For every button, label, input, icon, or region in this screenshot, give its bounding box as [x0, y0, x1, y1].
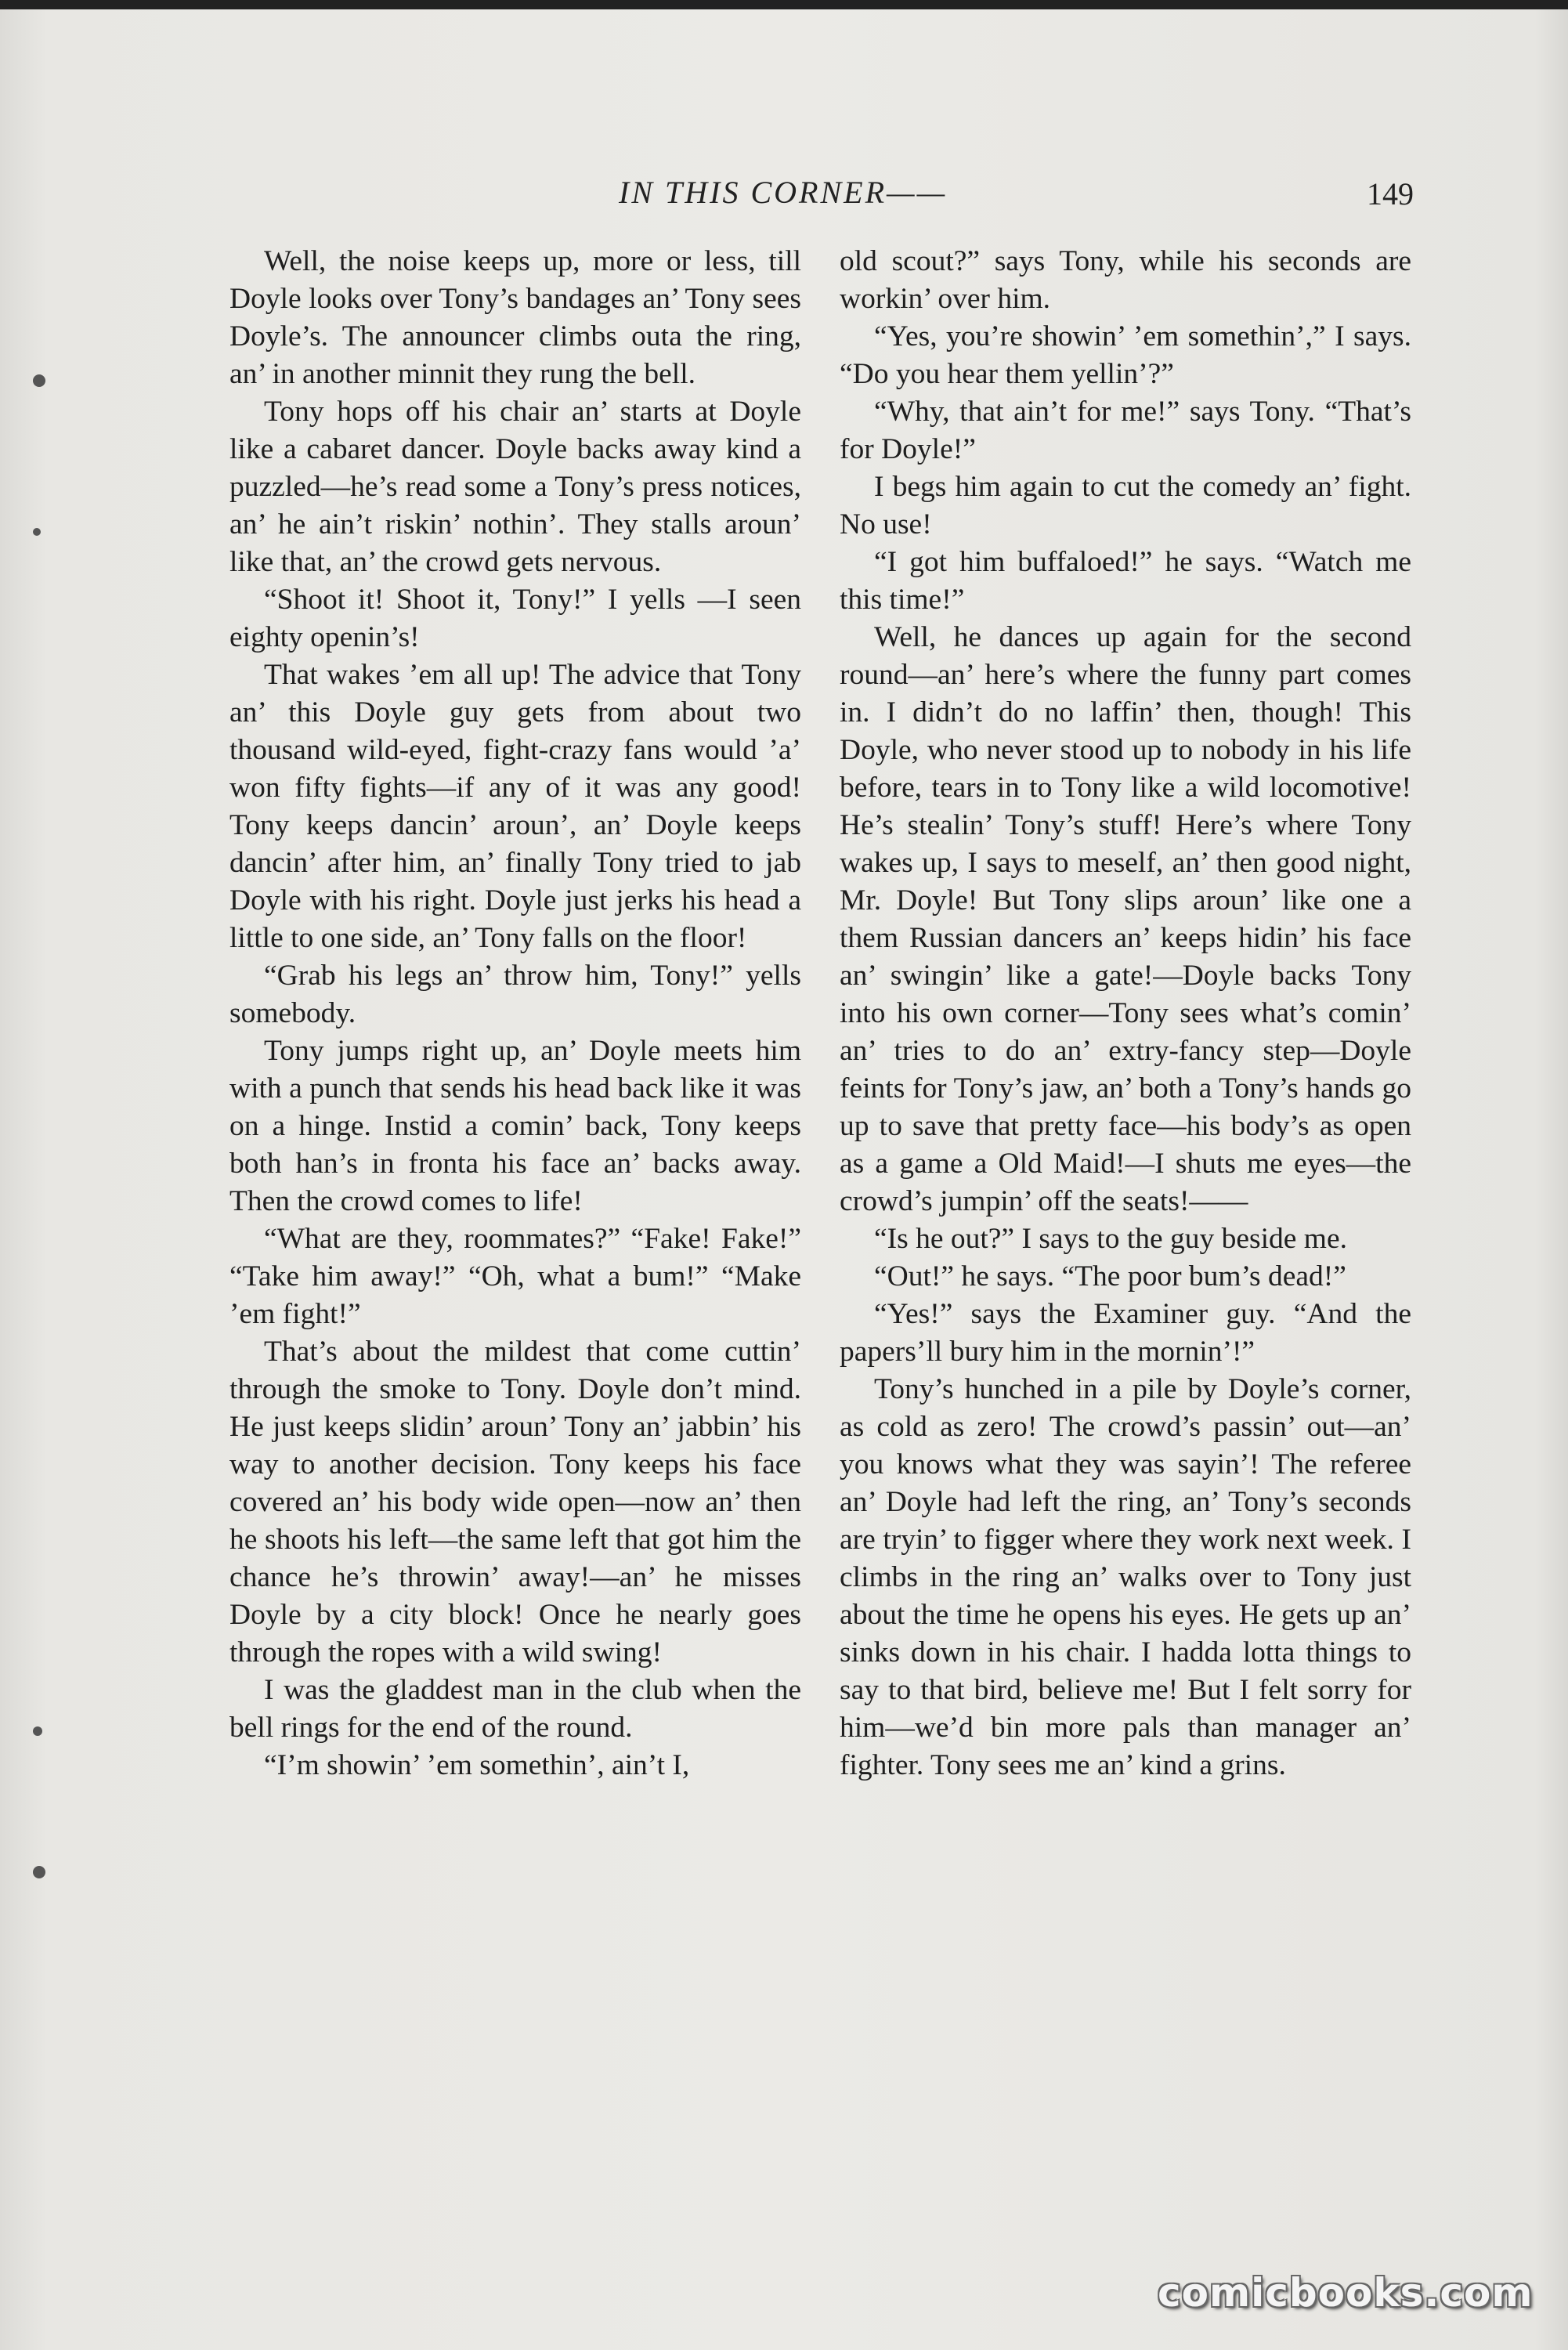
paragraph: old scout?” says Tony, while his seconds are workin’ over him.: [840, 245, 1411, 315]
paragraph: “Grab his legs an’ throw him, Tony!” yells somebody.: [229, 960, 801, 1029]
paragraph: “Yes!” says the Examiner guy. “And the papers’ll bury him in the mornin’!”: [840, 1298, 1411, 1368]
paragraph: I was the gladdest man in the club when the bell rings for the end of the round.: [229, 1674, 801, 1744]
paragraph: That’s about the mildest that come cuttin’ through the smoke to Tony. Doyle don’t mind. He just keeps slidin’ aroun’ Tony an’ jabbin’ his way to another decision. Tony keeps his face covered an’ his body wide open—now an’ then he shoots his left—the same left that got him the chance he’s throwin’ away!—an’ he misses Doyle by a city block! Once he nearly goes through the ropes with a wild swing!: [229, 1336, 801, 1668]
watermark: comicbooks.com: [1158, 2270, 1534, 2316]
paragraph: “Shoot it! Shoot it, Tony!” I yells —I seen eighty openin’s!: [229, 584, 801, 653]
page-number: 149: [1367, 176, 1414, 212]
binding-hole: [33, 374, 45, 387]
running-head: [0, 174, 1568, 213]
paragraph: Tony jumps right up, an’ Doyle meets him with a punch that sends his head back like it was on a hinge. Instid a comin’ back, Tony keeps both han’s in fronta his face an’ backs away. Then the crowd comes to life!: [229, 1035, 801, 1217]
paragraph: Tony’s hunched in a pile by Doyle’s corner, as cold as zero! The crowd’s passin’ out—an’ you knows what they was sayin’! The referee an’ Doyle had left the ring, an’ Tony’s seconds are tryin’ to figger where they work next week. I climbs in the ring an’ walks over to Tony just about the time he opens his eyes. He gets up an’ sinks down in his chair. I hadda lotta things to say to that bird, believe me! But I felt sorry for him—we’d bin more pals than manager an’ fighter. Tony sees me an’ kind a grins.: [840, 1373, 1411, 1781]
paragraph: “Is he out?” I says to the guy beside me.: [874, 1223, 1347, 1255]
paragraph: “Out!” he says. “The poor bum’s dead!”: [874, 1260, 1346, 1292]
paragraph: “Why, that ain’t for me!” says Tony. “That’s for Doyle!”: [840, 396, 1411, 465]
binding-hole: [33, 528, 41, 536]
paragraph: I begs him again to cut the comedy an’ fight. No use!: [840, 471, 1411, 540]
paragraph: “I’m showin’ ’em somethin’, ain’t I,: [264, 1749, 690, 1781]
paragraph: That wakes ’em all up! The advice that Tony an’ this Doyle guy gets from about two thousand wild-eyed, fight-crazy fans would ’a’ won fifty fights—if any of it was any good! Tony keeps dancin’ aroun’, an’ Doyle keeps dancin’ after him, an’ finally Tony tried to jab Doyle with his right. Doyle just jerks his head a little to one side, an’ Tony falls on the floor!: [229, 659, 801, 954]
running-title: IN THIS CORNER——: [619, 175, 948, 210]
paragraph: “I got him buffaloed!” he says. “Watch me this time!”: [840, 546, 1411, 616]
paragraph: Well, the noise keeps up, more or less, till Doyle looks over Tony’s bandages an’ Tony sees Doyle’s. The announcer climbs outa the ring, an’ in another minnit they rung the bell.: [229, 245, 801, 390]
left-column: [229, 243, 801, 1784]
binding-hole: [33, 1866, 45, 1878]
paragraph: “What are they, roommates?” “Fake! Fake!” “Take him away!” “Oh, what a bum!” “Make ’em fight!”: [229, 1223, 801, 1330]
paragraph: “Yes, you’re showin’ ’em somethin’,” I says. “Do you hear them yellin’?”: [840, 320, 1411, 390]
paragraph: Well, he dances up again for the second round—an’ here’s where the funny part comes in. I didn’t do no laffin’ then, though! This Doyle, who never stood up to nobody in his life before, tears in to Tony like a wild locomotive! He’s stealin’ Tony’s stuff! Here’s where Tony wakes up, I says to meself, an’ then good night, Mr. Doyle! But Tony slips aroun’ like one a them Russian dancers an’ keeps hidin’ his face an’ swingin’ like a gate!—Doyle backs Tony into his own corner—Tony sees what’s comin’ an’ tries to do an’ extry-fancy step—Doyle feints for Tony’s jaw, an’ both a Tony’s hands go up to save that pretty face—his body’s as open as a game a Old Maid!—I shuts me eyes—the crowd’s jumpin’ off the seats!——: [840, 621, 1411, 1217]
paragraph: Tony hops off his chair an’ starts at Doyle like a cabaret dancer. Doyle backs away kind a puzzled—he’s read some a Tony’s press notices, an’ he ain’t riskin’ nothin’. They stalls aroun’ like that, an’ the crowd gets nervous.: [229, 396, 801, 578]
right-column: [840, 243, 1411, 1784]
binding-hole: [33, 1726, 42, 1736]
top-border: [0, 0, 1568, 9]
